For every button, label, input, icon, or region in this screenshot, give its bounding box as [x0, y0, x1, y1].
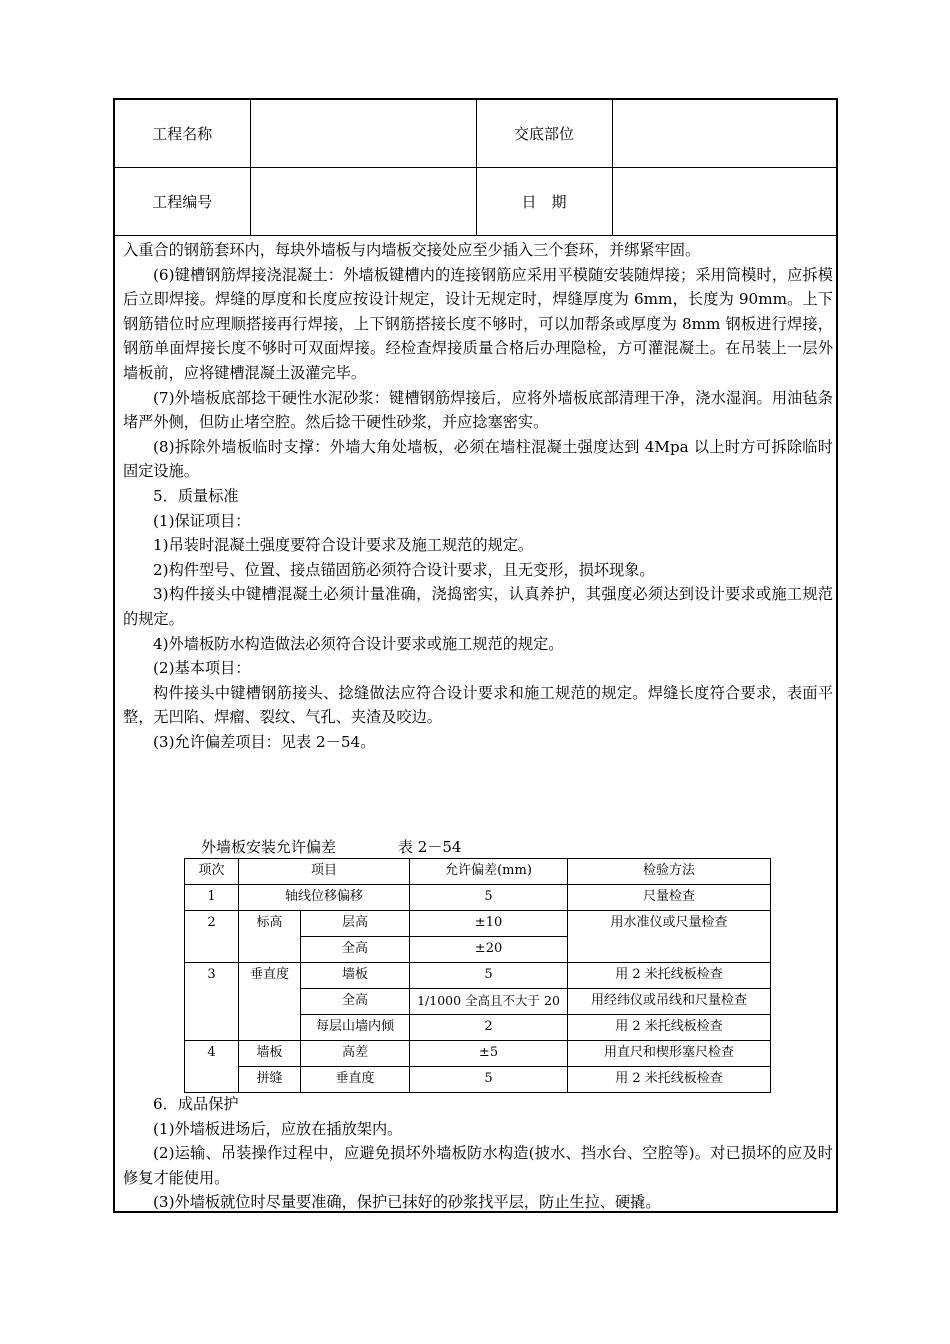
paragraph: (2)基本项目：: [153, 659, 251, 678]
project-name-label: 工程名称: [115, 100, 250, 168]
paragraph: (3)允许偏差项目：见表 2－54。: [153, 732, 376, 751]
product-protection-text: [123, 1092, 833, 1215]
project-name-value[interactable]: [250, 100, 476, 168]
row-item: 垂直度: [301, 1067, 410, 1093]
table-row: [185, 963, 771, 989]
paragraph: 1)吊装时混凝土强度要符合设计要求及施工规范的规定。: [153, 536, 534, 555]
row-item: 墙板: [301, 963, 410, 989]
table-number: 表 2－54: [398, 838, 462, 856]
row-tolerance: ±5: [410, 1041, 568, 1067]
paragraph: (2)运输、吊装操作过程中，应避免损坏外墙板防水构造(披水、挡水台、空腔等)。对已损坏的应及时修复才能使用。: [123, 1144, 833, 1187]
table-row: [185, 885, 771, 911]
row-group: 标高: [239, 911, 301, 963]
row-tolerance: 5: [410, 885, 568, 911]
section-heading: 5．质量标准: [153, 486, 239, 505]
table-header-row: [185, 859, 771, 885]
row-group: 墙板: [239, 1041, 301, 1067]
row-item: 高差: [301, 1041, 410, 1067]
column-header: 项次: [185, 859, 239, 885]
header-table: [115, 100, 836, 236]
project-no-value[interactable]: [250, 168, 476, 236]
paragraph: 构件接头中键槽钢筋接头、捻缝做法应符合设计要求和施工规范的规定。焊缝长度符合要求，表面平整，无凹陷、焊瘤、裂纹、气孔、夹渣及咬边。: [123, 683, 833, 727]
row-tolerance: 5: [410, 1067, 568, 1093]
project-no-label: 工程编号: [115, 168, 250, 236]
paragraph: 4)外墙板防水构造做法必须符合设计要求或施工规范的规定。: [153, 634, 564, 653]
deviation-table: [184, 858, 771, 1093]
paragraph: (1)外墙板进场后，应放在插放架内。: [153, 1119, 403, 1138]
date-label: 日 期: [476, 168, 612, 236]
row-method: 用 2 米托线板检查: [568, 963, 771, 989]
row-method: 用 2 米托线板检查: [568, 1067, 771, 1093]
row-method: 尺量检查: [568, 885, 771, 911]
row-item: 层高: [301, 911, 410, 937]
row-no: 1: [185, 885, 239, 911]
row-tolerance: 5: [410, 963, 568, 989]
row-no: 3: [185, 963, 239, 1041]
row-no: 4: [185, 1041, 239, 1093]
row-group: 轴线位移偏移: [239, 885, 410, 911]
row-item: 全高: [301, 989, 410, 1015]
date-value[interactable]: [612, 168, 836, 236]
column-header: 项目: [239, 859, 410, 885]
row-method: 用经纬仪或吊线和尺量检查: [568, 989, 771, 1015]
row-group: 垂直度: [239, 963, 301, 1041]
table-row: [185, 1041, 771, 1067]
paragraph: 2)构件型号、位置、接点锚固筋必须符合设计要求，且无变形，损坏现象。: [153, 560, 655, 579]
column-header: 允许偏差(mm): [410, 859, 568, 885]
table-row: [185, 1067, 771, 1093]
paragraph: (1)保证项目：: [153, 511, 251, 530]
row-item: 全高: [301, 937, 410, 963]
table-title: 外墙板安装允许偏差: [201, 838, 337, 856]
row-method: 用直尺和楔形塞尺检查: [568, 1041, 771, 1067]
paragraph: (7)外墙板底部捻干硬性水泥砂浆：键槽钢筋焊接后，应将外墙板底部清理干净，浇水湿润。用油毡条堵严外侧，但防止堵空腔。然后捻干硬性砂浆，并应捻塞密实。: [123, 388, 833, 432]
row-item: 每层山墙内倾: [301, 1015, 410, 1041]
row-tolerance: 1/1000 全高且不大于 20: [410, 989, 568, 1015]
table-row: [185, 911, 771, 937]
paragraph: (6)键槽钢筋焊接浇混凝土：外墙板键槽内的连接钢筋应采用平模随安装随焊接；采用筒模时，应拆模后立即焊接。焊缝的厚度和长度应按设计规定，设计无规定时，焊缝厚度为 6mm，长度为 90mm。上下钢筋错位时应理顺搭接再行焊接，上下钢筋搭接长度不够时，可以加帮条或厚度为 8mm 钢板进行焊接，钢筋单面焊接长度不够时可双面焊接。经检查焊接质量合格后办理隐检，方可灌混凝土。在吊装上一层外墙板前，应将键槽混凝土汲灌完毕。: [123, 265, 833, 382]
part-value[interactable]: [612, 100, 836, 168]
row-tolerance: ±20: [410, 937, 568, 963]
table-caption: [201, 836, 461, 857]
row-group: 拼缝: [239, 1067, 301, 1093]
part-label: 交底部位: [476, 100, 612, 168]
body-text: [123, 238, 833, 754]
paragraph: (3)外墙板就位时尽量要准确，保护已抹好的砂浆找平层，防止生拉、硬撬。: [153, 1193, 661, 1212]
document-frame: [113, 98, 838, 1213]
row-tolerance: ±10: [410, 911, 568, 937]
row-no: 2: [185, 911, 239, 963]
row-method: 用 2 米托线板检查: [568, 1015, 771, 1041]
paragraph: (8)拆除外墙板临时支撑：外墙大角处墙板，必须在墙柱混凝土强度达到 4Mpa 以上时方可拆除临时固定设施。: [123, 437, 833, 481]
column-header: 检验方法: [568, 859, 771, 885]
paragraph: 3)构件接头中键槽混凝土必须计量准确，浇捣密实，认真养护，其强度必须达到设计要求或施工规范的规定。: [123, 585, 833, 628]
row-method: 用水准仪或尺量检查: [568, 911, 771, 963]
paragraph: 入重合的钢筋套环内，每块外墙板与内墙板交接处应至少插入三个套环，并绑紧牢固。: [123, 241, 701, 259]
row-tolerance: 2: [410, 1015, 568, 1041]
section-heading: 6．成品保护: [153, 1095, 239, 1113]
